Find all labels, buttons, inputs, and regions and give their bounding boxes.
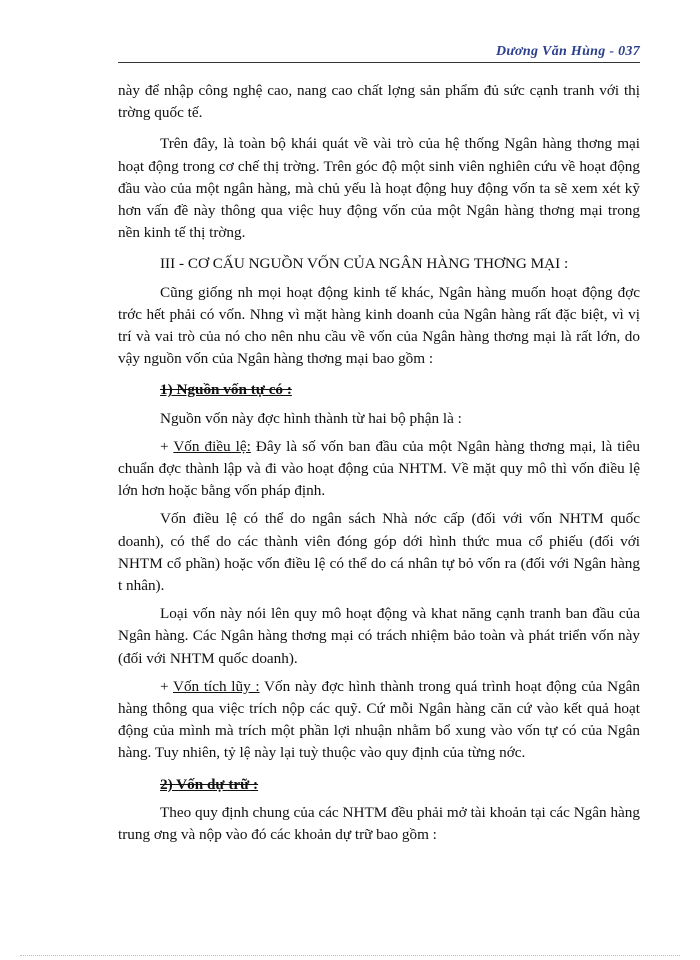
document-body bbox=[118, 80, 640, 846]
paragraph-continuation: này để nhập công nghệ cao, nang cao chất lợng sản phẩm đủ sức cạnh tranh với thị trờng quốc tế. bbox=[118, 82, 640, 122]
header-divider bbox=[118, 62, 640, 63]
paragraph-reserve-rules: Theo quy định chung của các NHTM đều phải mở tài khoản tại các Ngân hàng trung ơng và nộp vào đó các khoản dự trữ bao gồm : bbox=[118, 803, 640, 844]
paragraph-overview: Trên đây, là toàn bộ khái quát về vài trò của hệ thống Ngân hàng thơng mại hoạt động trong cơ chế thị trờng. Trên góc độ một sinh viên nghiên cứu về hoạt động đầu vào của một ngân hàng, mà chủ yếu là hoạt động huy động vốn ta sẽ xem xét kỹ hơn vấn đề này thông qua việc huy động vốn của một Ngân hàng thơng mại trong nền kinh tế thị trờng. bbox=[118, 135, 640, 242]
page-bottom-divider bbox=[20, 955, 680, 956]
term-charter-capital: Vốn điều lệ: bbox=[173, 437, 251, 455]
paragraph-two-parts: Nguồn vốn này đợc hình thành từ hai bộ phận là : bbox=[160, 409, 462, 427]
paragraph-capital-need: Cũng giống nh mọi hoạt động kinh tế khác, Ngân hàng muốn hoạt động đợc trớc hết phải có vốn. Nhng vì mặt hàng kinh doanh của Ngân hàng rất đặc biệt, vì vị trí và vai trò của nó cho nên nhu cầu về vốn của Ngân hàng thơng mại là rất lớn, do vậy nguồn vốn của Ngân hàng thơng mại bao gồm : bbox=[118, 283, 640, 368]
paragraph-charter-sources: Vốn điều lệ có thể do ngân sách Nhà nớc cấp (đối với vốn NHTM quốc doanh), có thể do các thành viên đóng góp dới hình thức mua cổ phiếu (đối với NHTM cổ phần) hoặc vốn điều lệ có thể do cá nhân tự bỏ vốn ra (đối với Ngân hàng t nhân). bbox=[118, 510, 640, 595]
subheading-own-capital: 1) Nguồn vốn tự có : bbox=[160, 381, 292, 399]
term-accumulated-capital: Vốn tích lũy : bbox=[172, 677, 260, 695]
page-header-author: Dương Văn Hùng - 037 bbox=[495, 44, 640, 59]
paragraph-accumulated-capital: + Vốn tích lũy : Vốn này đợc hình thành trong quá trình hoạt động của Ngân hàng thông qua việc trích nộp các quỹ. Cứ mỗi Ngân hàng căn cứ vào kết quả hoạt động của mình mà trích một phần lợi nhuận nhằm bổ xung vào vốn tự có của Ngân hàng. Tuy nhiên, tỷ lệ này lại tuỳ thuộc vào quy định của từng nớc. bbox=[118, 677, 640, 762]
paragraph-charter-capital: + Vốn điều lệ: Đây là số vốn ban đầu của một Ngân hàng thơng mại, là tiêu chuẩn đợc thành lập và đi vào hoạt động của NHTM. Về mặt quy mô thì vốn điều lệ lớn hơn hoặc bằng vốn pháp định. bbox=[118, 437, 640, 500]
section-heading-iii: III - CƠ CẤU NGUỒN VỐN CỦA NGÂN HÀNG THƠNG MẠI : bbox=[160, 255, 569, 273]
subheading-reserve-capital: 2) Vốn dự trữ : bbox=[160, 775, 259, 793]
paragraph-capital-scale: Loại vốn này nói lên quy mô hoạt động và khat năng cạnh tranh ban đầu của Ngân hàng. Các Ngân hàng thơng mại có trách nhiệm bảo toàn và phát triển vốn này (đối với NHTM quốc doanh). bbox=[118, 605, 640, 667]
